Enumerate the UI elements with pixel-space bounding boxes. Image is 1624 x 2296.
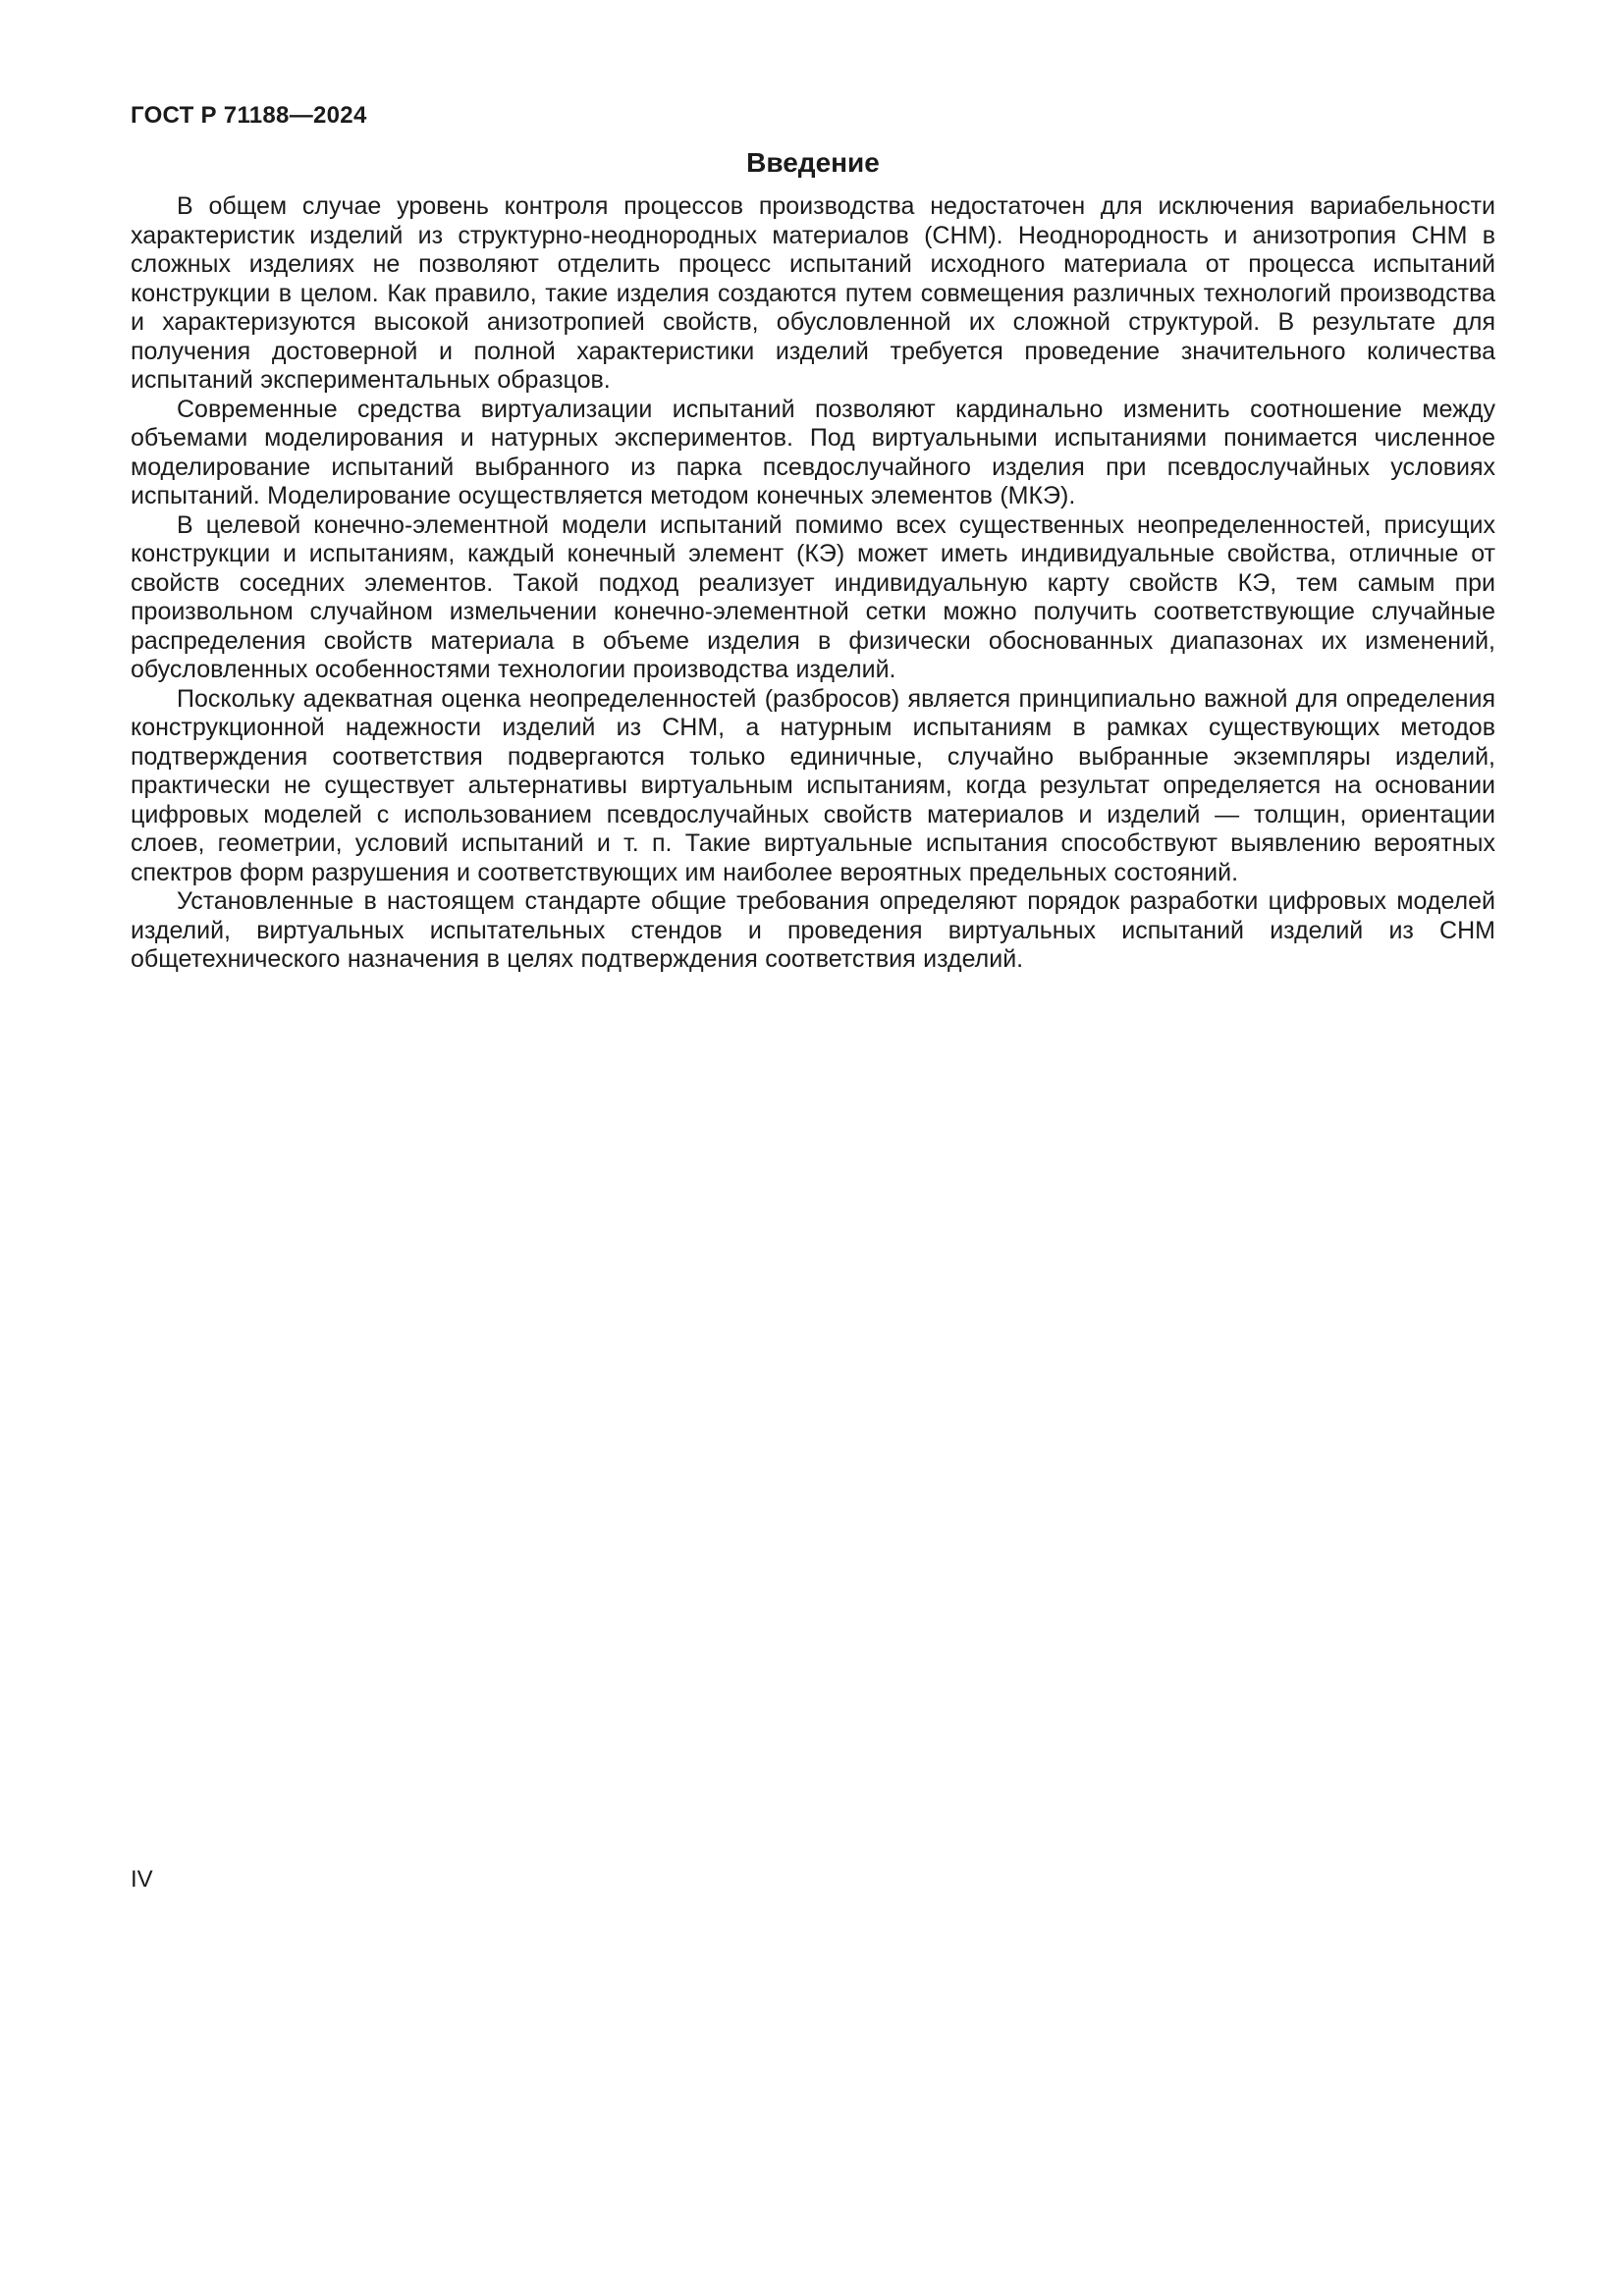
introduction-text — [131, 192, 1495, 975]
intro-paragraph-2: Современные средства виртуализации испытаний позволяют кардинально изменить соотношение между объемами моделирования и натурных экспериментов. Под виртуальными испытаниями понимается численное моделирование испытаний выбранного из парка псевдослучайного изделия при псевдослучайных условиях испытаний. Моделирование осуществляется методом конечных элементов (МКЭ). — [131, 395, 1495, 509]
document-code-header: ГОСТ Р 71188—2024 — [131, 102, 367, 129]
intro-paragraph-3: В целевой конечно-элементной модели испытаний помимо всех существенных неопределенностей, присущих конструкции и испытаниям, каждый конечный элемент (КЭ) может иметь индивидуальные свойства, отличные от свойств соседних элементов. Такой подход реализует индивидуальную карту свойств КЭ, тем самым при произвольном случайном измельчении конечно-элементной сетки можно получить соответствующие случайные распределения свойств материала в объеме изделия в физически обоснованных диапазонах их изменений, обусловленных особенностями технологии производства изделий. — [131, 510, 1495, 683]
intro-paragraph-5: Установленные в настоящем стандарте общие требования определяют порядок разработки цифровых моделей изделий, виртуальных испытательных стендов и проведения виртуальных испытаний изделий из СНМ общетехнического назначения в целях подтверждения соответствия изделий. — [131, 887, 1495, 973]
intro-paragraph-4: Поскольку адекватная оценка неопределенностей (разбросов) является принципиально важной для определения конструкционной надежности изделий из СНМ, а натурным испытаниям в рамках существующих методов подтверждения соответствия подвергаются только единичные, случайно выбранные экземпляры изделий, практически не существует альтернативы виртуальным испытаниям, когда результат определяется на основании цифровых моделей с использованием псевдослучайных свойств материалов и изделий — толщин, ориентации слоев, геометрии, условий испытаний и т. п. Такие виртуальные испытания способствуют выявлению вероятных спектров форм разрушения и соответствующих им наиболее вероятных предельных состояний. — [131, 684, 1495, 886]
page-number: IV — [131, 1866, 153, 1893]
section-title: Введение — [746, 147, 880, 178]
intro-paragraph-1: В общем случае уровень контроля процессов производства недостаточен для исключения вариабельности характеристик изделий из структурно-неоднородных материалов (СНМ). Неоднородность и анизотропия СНМ в сложных изделиях не позволяют отделить процесс испытаний исходного материала от процесса испытаний конструкции в целом. Как правило, такие изделия создаются путем совмещения различных технологий производства и характеризуются высокой анизотропией свойств, обусловленной их сложной структурой. В результате для получения достоверной и полной характеристики изделий требуется проведение значительного количества испытаний экспериментальных образцов. — [131, 192, 1495, 394]
